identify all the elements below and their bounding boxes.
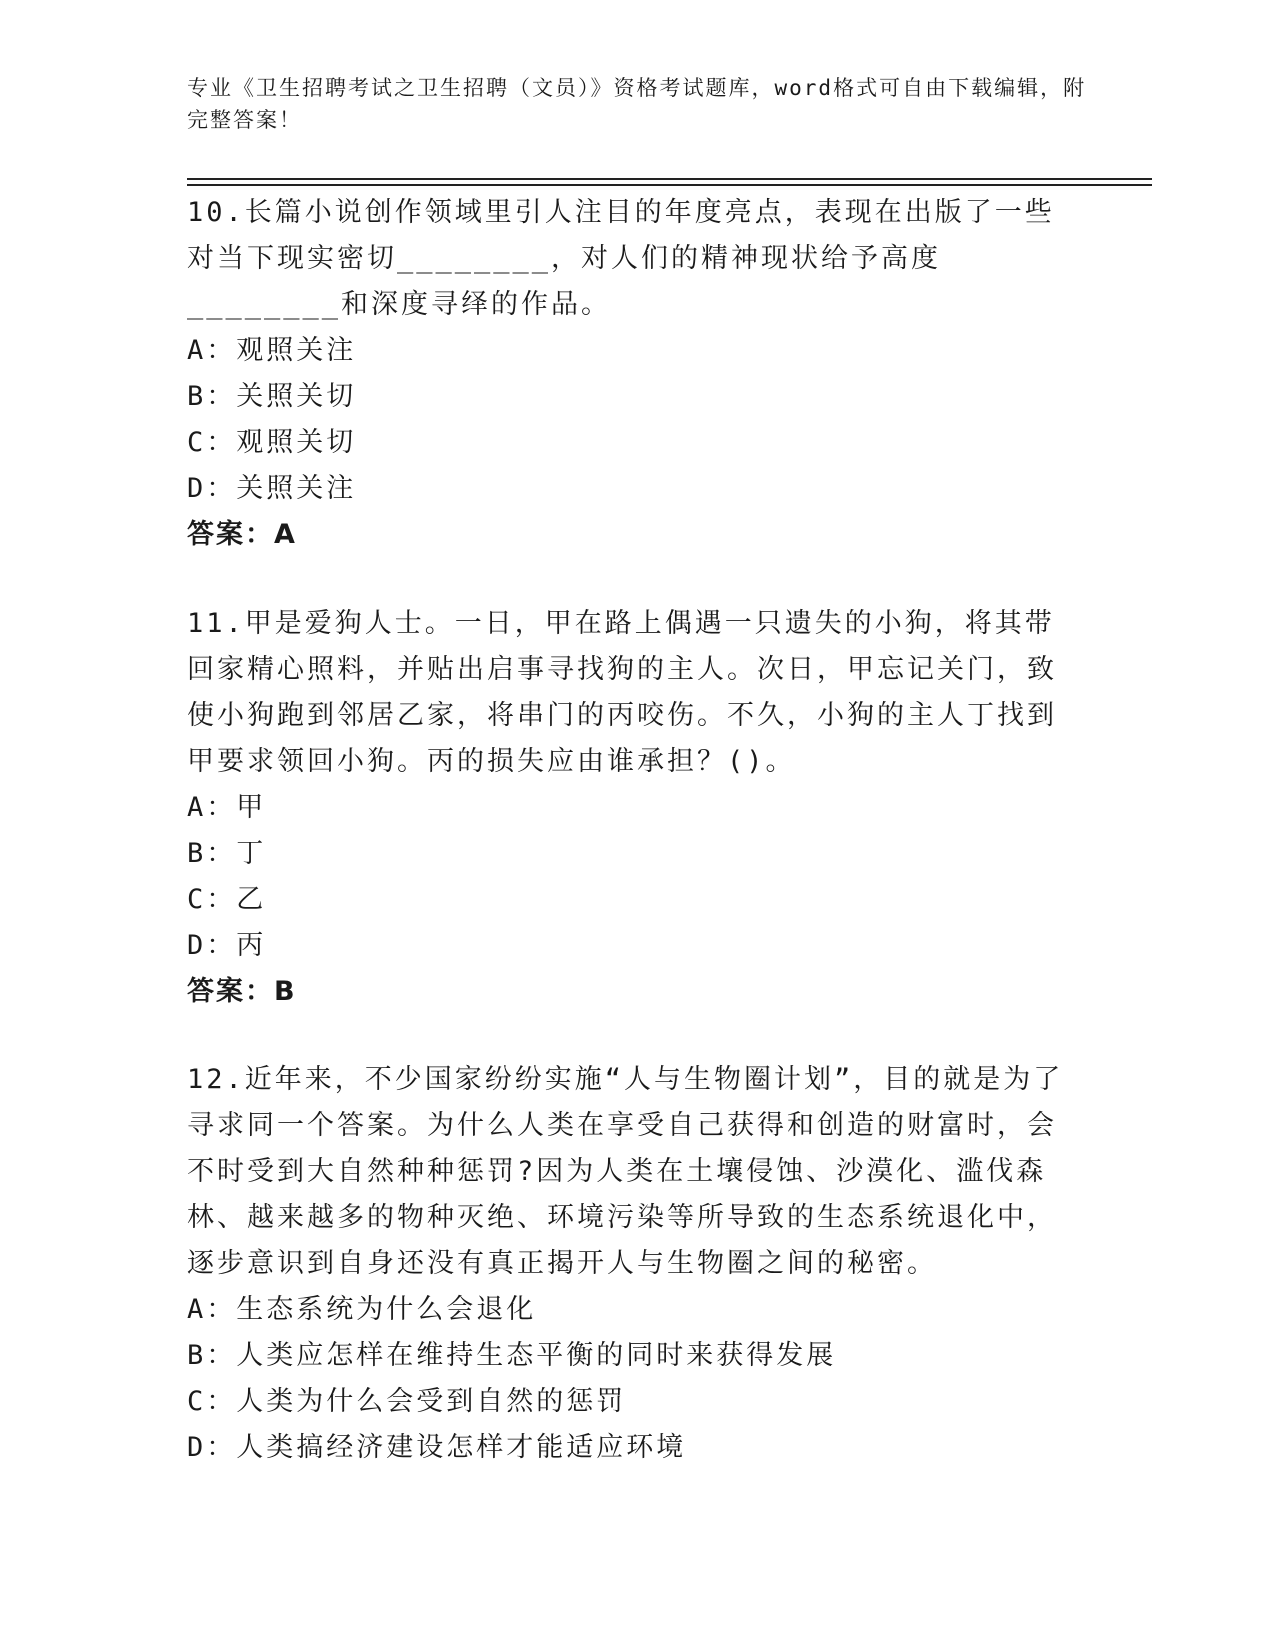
answer-label: 答案：B <box>187 976 297 1007</box>
option-d: D：人类搞经济建设怎样才能适应环境 <box>187 1432 687 1463</box>
option-c: C：观照关切 <box>187 427 357 458</box>
option-b: B：丁 <box>187 838 267 869</box>
option-c: C：乙 <box>187 884 267 915</box>
option-b: B：人类应怎样在维持生态平衡的同时来获得发展 <box>187 1340 837 1371</box>
option-c: C：人类为什么会受到自然的惩罚 <box>187 1386 627 1417</box>
question-stem: 10.长篇小说创作领域里引人注目的年度亮点，表现在出版了一些对当下现实密切________，对人们的精神现状给予高度________和深度寻绎的作品。 <box>187 197 1055 320</box>
question-12 <box>187 1057 1077 1471</box>
answer-label: 答案：A <box>187 519 297 550</box>
option-d: D：关照关注 <box>187 473 357 504</box>
option-a: A：甲 <box>187 792 267 823</box>
option-a: A：观照关注 <box>187 335 357 366</box>
header-divider-bottom <box>187 184 1152 186</box>
document-header: 专业《卫生招聘考试之卫生招聘（文员）》资格考试题库，word格式可自由下载编辑，附完整答案！ <box>187 76 1087 132</box>
question-11 <box>187 601 1077 1015</box>
option-a: A：生态系统为什么会退化 <box>187 1294 537 1325</box>
question-stem: 12.近年来，不少国家纷纷实施“人与生物圈计划”，目的就是为了寻求同一个答案。为什么人类在享受自己获得和创造的财富时，会不时受到大自然种种惩罚?因为人类在土壤侵蚀、沙漠化、滥伐森林、越来越多的物种灭绝、环境污染等所导致的生态系统退化中，逐步意识到自身还没有真正揭开人与生物圈之间的秘密。 <box>187 1064 1064 1279</box>
option-d: D：丙 <box>187 930 267 961</box>
option-b: B：关照关切 <box>187 381 357 412</box>
question-10 <box>187 190 1077 558</box>
header-divider-top <box>187 178 1152 180</box>
question-stem: 11.甲是爱狗人士。一日，甲在路上偶遇一只遗失的小狗，将其带回家精心照料，并贴出启事寻找狗的主人。次日，甲忘记关门，致使小狗跑到邻居乙家，将串门的丙咬伤。不久，小狗的主人丁找到甲要求领回小狗。丙的损失应由谁承担？()。 <box>187 608 1057 777</box>
